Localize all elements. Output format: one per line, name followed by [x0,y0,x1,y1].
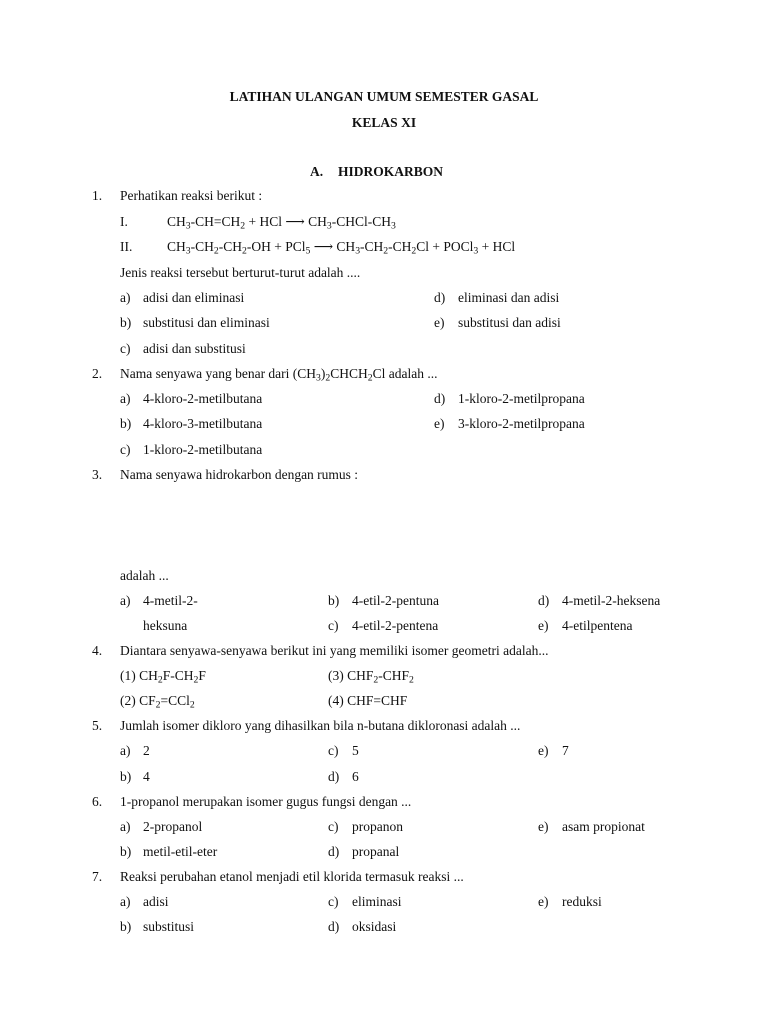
option-letter: d) [434,290,446,305]
option-letter: a) [120,391,131,406]
option-text: 4 [143,769,150,784]
question-number: 1. [92,188,103,203]
option-text: adisi [143,894,169,909]
question-number: 5. [92,718,103,733]
option-letter: c) [328,743,339,758]
question-number: 2. [92,366,103,381]
option-letter: e) [538,743,549,758]
option-text: 1-kloro-2-metilbutana [143,442,263,457]
option-letter: d) [434,391,446,406]
option-letter: b) [328,593,340,608]
option-letter: d) [328,919,340,934]
option-text: 4-metil-2- [143,593,198,608]
option-letter: e) [434,315,445,330]
question-text: Reaksi perubahan etanol menjadi etil klorida termasuk reaksi ... [120,869,464,884]
option-letter: b) [120,844,132,859]
document-subtitle: KELAS XI [351,115,417,130]
option-letter: a) [120,290,131,305]
option-text: adisi dan eliminasi [143,290,245,305]
option-text: asam propionat [562,819,645,834]
option-text: metil-etil-eter [143,844,218,859]
question-text: Diantara senyawa-senyawa berikut ini yang memiliki isomer geometri adalah... [120,643,549,658]
option-text: eliminasi [352,894,402,909]
option-text: 5 [352,743,359,758]
option-text: 3-kloro-2-metilpropana [458,416,585,431]
option-text: adisi dan substitusi [143,341,246,356]
option-text: 2 [143,743,150,758]
option-letter: d) [538,593,550,608]
option-text: substitusi dan eliminasi [143,315,270,330]
option-letter: e) [538,618,549,633]
option-letter: c) [120,341,131,356]
compound-item: (4) CHF=CHF [328,693,408,708]
option-letter: d) [328,844,340,859]
option-text: heksuna [143,618,188,633]
option-letter: a) [120,819,131,834]
question-prompt: adalah ... [120,568,169,583]
option-text: 4-kloro-2-metilbutana [143,391,263,406]
option-text: propanal [352,844,400,859]
option-text: oksidasi [352,919,397,934]
question-text: Jumlah isomer dikloro yang dihasilkan bila n-butana dikloronasi adalah ... [120,718,521,733]
compound-item: (1) $CH_2F-CH_2F$ [120,668,206,686]
question-text: Nama senyawa hidrokarbon dengan rumus : [120,467,359,482]
document-title: LATIHAN ULANGAN UMUM SEMESTER GASAL [229,89,539,104]
option-text: 6 [352,769,359,784]
option-letter: d) [328,769,340,784]
reaction-label: I. [120,214,128,229]
option-text: eliminasi dan adisi [458,290,560,305]
option-letter: b) [120,769,132,784]
option-text: 4-kloro-3-metilbutana [143,416,263,431]
question-text: Nama senyawa yang benar dari $(CH_3)_2CHCH_2Cl$ adalah ... [120,366,438,384]
question-text: 1-propanol merupakan isomer gugus fungsi dengan ... [120,794,412,809]
option-letter: b) [120,315,132,330]
option-letter: c) [120,442,131,457]
option-letter: a) [120,743,131,758]
option-text: 2-propanol [143,819,203,834]
option-letter: c) [328,894,339,909]
question-text: Perhatikan reaksi berikut : [120,188,263,203]
question-number: 7. [92,869,103,884]
question-number: 6. [92,794,103,809]
option-text: substitusi [143,919,195,934]
option-text: 1-kloro-2-metilpropana [458,391,585,406]
section-letter: A. [310,164,324,179]
option-text: 4-etilpentena [562,618,633,633]
option-letter: e) [538,894,549,909]
option-letter: a) [120,894,131,909]
option-text: 4-etil-2-pentena [352,618,439,633]
option-letter: e) [434,416,445,431]
option-text: propanon [352,819,403,834]
section-heading: HIDROKARBON [338,164,444,179]
question-number: 4. [92,643,103,658]
option-letter: a) [120,593,131,608]
option-text: 7 [562,743,569,758]
reaction-equation: $CH_3-CH=CH_2$ + HCl ⟶ $CH_3-CHCl-CH_3$ [167,214,396,232]
question-prompt: Jenis reaksi tersebut berturut-turut adalah .... [120,265,361,280]
option-text: 4-etil-2-pentuna [352,593,439,608]
compound-item: (3) $CHF_2-CHF_2$ [328,668,414,686]
option-text: 4-metil-2-heksena [562,593,661,608]
option-letter: c) [328,819,339,834]
reaction-label: II. [120,239,133,254]
compound-item: (2) $CF_2=CCl_2$ [120,693,195,711]
option-letter: c) [328,618,339,633]
option-letter: b) [120,919,132,934]
option-letter: e) [538,819,549,834]
option-text: substitusi dan adisi [458,315,561,330]
question-number: 3. [92,467,103,482]
option-text: reduksi [562,894,602,909]
option-letter: b) [120,416,132,431]
reaction-equation: $CH_3-CH_2-CH_2-OH + PCl_5$ ⟶ $CH_3-CH_2-CH_2Cl$ + POCl$_3$ + HCl [167,239,516,257]
